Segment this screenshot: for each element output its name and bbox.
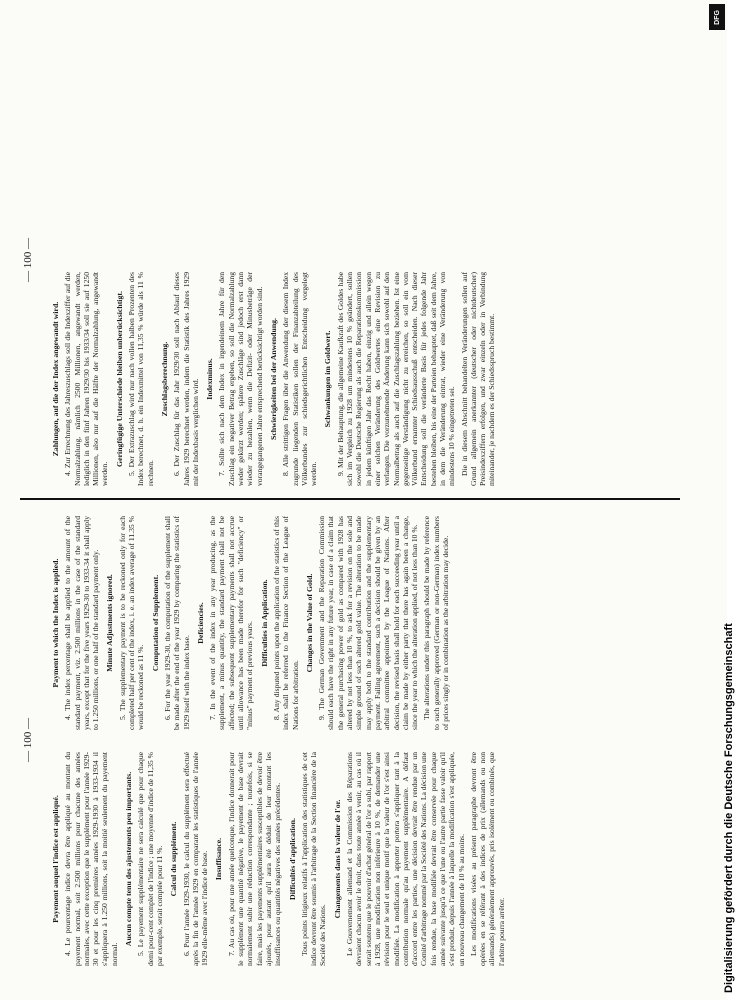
paragraph: 5. The supplementary payment is to be reckoned only for each completed half per cent of the index, i. e. an index average of 11.35 % would be reckoned as 11 %. <box>117 516 146 730</box>
section-heading: Changes in the Value of Gold. <box>304 573 314 673</box>
paragraph: Les modifications visées au présent paragraphe devront être opérées en se référant à des indices de prix (allemands ou non allemands) généralement approuvés, pris isolément ou combinés, que l'arbitre pourra arrêter. <box>468 752 506 966</box>
section-heading: Zuschlagsberechnung. <box>159 341 169 417</box>
section-heading: Difficulties in Application. <box>259 579 269 667</box>
paragraph: 4. Zur Errechnung des Jahreszuschlags soll die Indexziffer auf die Normalzahlung, nämlich 2500 Millionen, angewandt werden, lediglich in den fünf Jahren 1929/30 bis 1933/34 soll sie auf 1250 Millionen, also nur auf die Hälfte der Normalzahlung, angewandt werden. <box>63 272 110 486</box>
paragraph: 6. Der Zuschlag für das Jahr 1929/30 soll nach Ablauf dieses Jahres 1929 berechnet werden, indem die Statistik des Jahres 1929 mit der Indexbasis verglichen wird. <box>172 272 200 486</box>
paragraph: 7. Sollte sich nach dem Index in irgendeinem Jahre für den Zuschlag ein negativer Betrag ergeben, so soll die Normalzahlung weder gekürzt werden; spätere Zuschläge sind jedoch erst dann wieder zu bezahlen, wenn die Defizit- oder Minusbeträge der vorangegangenen Jahre entsprechend berücksichtigt worden sind. <box>217 272 264 486</box>
paragraph: 9. Mit der Behauptung, die allgemeine Kaufkraft des Goldes habe sich im Vergleich zu 1928 um mindestens 10 % geändert, sollen sowohl die Deutsche Regierung als auch die Reparationskommission in jedem künftigen Jahr das Recht haben, einzig und allein wegen einer solchen Veränderung des Goldwertes eine Revision zu verlangen. Die vorzunehmende Änderung kann sich sowohl auf den Normalbetrag als auch auf die Zuschlagszahlung beziehen. Ist eine gegenseitige Verständigung nicht zu erreichen, so soll ein vom Völkerbund ernannter Schiedsausschuß entscheiden. Nach dieser Entscheidung soll die veränderte Basis für jedes folgende Jahr bestehen bleiben, bis eine der Parteien behauptet, daß seit dem Jahre, in dem die Veränderung eintrat, wieder eine Veränderung von mindestens 10 % eingetreten sei. <box>335 272 457 486</box>
german-column <box>46 272 500 486</box>
section-heading: Payment to which the Index is applied. <box>51 558 60 688</box>
dfg-credit-text: Digitalisierung gefördert durch die Deutsche Forschungsgemeinschaft <box>723 623 735 993</box>
section-heading: Calcul du supplément. <box>169 821 179 897</box>
paragraph: The alterations under this paragraph should be made by reference to such generally approved (German or non-German) index numbers of prices singly or in combination as the arbitration may decide. <box>422 516 450 730</box>
rotated-spread <box>20 30 680 970</box>
paragraph: 8. Any disputed points upon the application of the statistics of this index shall be referred to the Finance Section of the League of Nations for arbitration. <box>271 516 300 730</box>
section-heading: Payement auquel l'indice est appliqué. <box>51 795 60 923</box>
paragraph: Die in diesem Abschnitt behandelten Veränderungen sollen auf Grund allgemein anerkannter (deutscher oder nichtdeutscher) Preisindexziffern erfolgen, und zwar einzeln oder in Verbindung miteinander, je nachdem es der Schiedsspruch bestimmt. <box>459 272 497 486</box>
section-heading: Deficiencies. <box>195 602 205 644</box>
paragraph: Le Gouvernement allemand et la Commission des Réparations devraient chacun avoir le droit, dans toute année à venir, au cas où il serait soutenu que le pouvoir d'achat général de l'or a subi, par rapport à 1928, une modification non inférieure à 10 %, de demander une révision pour le seul et unique motif que la valeur de l'or s'est ainsi modifiée. La modification à apporter portera s'appliquer tant à la contribution normale qu'au payement supplémentaire. A défaut d'accord entre les parties, une décision devrait être rendue par un Comité d'arbitrage nommé par la Société des Nations. La décision une fois rendue, la base modifiée devrait être conservée pour chaque année suivante jusqu'à ce que l'une ou l'autre partie fasse valoir qu'il s'est produit, depuis l'année à laquelle la modification s'est appliquée, un nouveau changement de 10 % au moins. <box>345 752 466 966</box>
dfg-sidebar <box>707 8 735 998</box>
french-column <box>46 752 509 966</box>
dfg-logo-icon <box>709 4 725 30</box>
paragraph: 4. The index percentage shall be applied to the amount of the standard payment, viz. 2.500 millions in the case of the standard years, except that for the five years 1929-30 to 1933-34 it shall apply to 1.250 millions, or one half of the standard payment only. <box>63 516 101 730</box>
paragraph: 6. Pour l'année 1929-1930, le calcul du supplément sera effectué après la fin de l'année 1929 en comparant les statistiques de l'année 1929 elle-même avec l'indice de base. <box>181 752 210 966</box>
section-heading: Schwankungen im Goldwert. <box>323 330 333 428</box>
paragraph: 4. Le pourcentage indice devra être appliqué au montant du payement normal, soit 2.500 millions pour chacune des années normales, avec cette exception que le supplément pour l'année 1929-30 et pour les cinq premières années 1929-1930 à 1933-1934 il s'appliquera à 1.250 millions, soit la moitié seulement du payement normal. <box>63 752 119 966</box>
paragraph: 9. The German Government and the Reparation Commission should each have the right in any future year, in case of a claim that the general purchasing power of gold as compared with 1928 has altered by not less than 10 %, to ask for a revision on the sole and simple ground of such altered gold value. The alteration to be made may apply both to the standard contribution and the supplementary payment. Failing agreement, such a decision should be given by an arbitral committee appointed by the League of Nations. After decision, the revised basis shall hold for each succeeding year until a claim be made by either party that there has again been a change, since the year to which the alteration applied, of not less than 10 %. <box>317 516 420 730</box>
paragraph: 8. Alle strittigen Fragen über die Anwendung der diesem Index zugrunde liegenden Statistiken sollen der Finanzabteilung des Völkerbundes zur schiedsgerichtlichen Entscheidung vorgelegt werden. <box>281 272 319 486</box>
section-heading: Changements dans la valeur de l'or. <box>332 799 342 919</box>
paragraph: 7. Au cas où, pour une année quelconque, l'indice donnerait pour le supplément une quantité négative, le payement de base devrait normalement subir une réduction correspondante ; toutefois, si se faire, mais les payements supplémentaires susceptibles de devoir être ajoutés, pour autant qu'il aura été déduit de leur montant les insuffisances ou quantités négatives des années précédentes. <box>226 752 283 966</box>
section-heading: Indexminus. <box>205 358 215 400</box>
paragraph: Tous points litigieux relatifs à l'application des statistiques de cet indice devront être soumis à l'arbitrage de la Section financière de la Société des Nations. <box>299 752 328 966</box>
section-heading: Zahlungen, auf die der Index angewandt wird. <box>51 301 60 457</box>
section-heading: Difficultés d'application. <box>287 818 297 900</box>
paragraph: 7. In the event of the index in any year producing, as the supplement, a minus quantity, the standard payment shall not be affected; the subsequent supplementary payments shall not accrue until allowance has been made therefor for such "deficiency" or "minus" payment of previous years. <box>208 516 255 730</box>
section-heading: Geringfügige Unterschiede bleiben unberücksichtigt. <box>114 291 124 467</box>
section-heading: Aucun compte tenu des ajustements peu importants. <box>124 771 134 947</box>
paragraph: 5. Der Extrazuschlag wird nur nach vollen halben Prozenten des Index berechnet, d. h. ein Indexmittel von 11,35 % würde als 11 % rechnen. <box>127 272 155 486</box>
english-column <box>46 516 453 730</box>
page-number: — 100 — <box>22 238 34 282</box>
section-heading: Insuffisance. <box>214 837 224 881</box>
section-heading: Computation of Supplement. <box>150 574 160 672</box>
dfg-logo-text: DFG <box>713 9 721 25</box>
paragraph: 5. Le payement supplémentaire ne sera calculé que pour chaque demi pour-cent complet de l'indice ; une moyenne d'indice de 11,35 % par exemple, serait comptée pour 11 %. <box>136 752 164 966</box>
section-heading: Schwierigkeiten bei der Anwendung. <box>268 317 278 441</box>
right-page <box>20 30 680 490</box>
paragraph: 6. For the year 1929-30, the computation of the supplement shall be made after the end of the year 1929 by comparing the statistics of 1929 itself with the index base. <box>162 516 191 730</box>
page-divider <box>20 498 680 500</box>
left-page <box>20 510 680 970</box>
page-number: — 100 — <box>22 718 34 762</box>
section-heading: Minute Adjustments ignored. <box>105 574 115 672</box>
